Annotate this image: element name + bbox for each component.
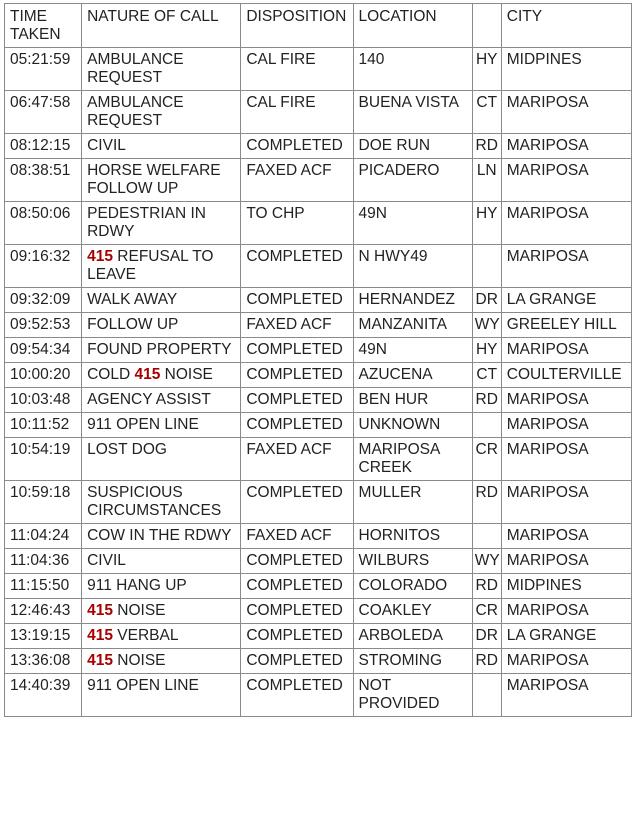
cell-street-type: CT — [472, 363, 501, 388]
table-row — [5, 574, 632, 599]
cell-street-type: HY — [472, 48, 501, 91]
nature-code-415: 415 — [87, 248, 113, 265]
nature-text: REFUSAL TO LEAVE — [87, 248, 214, 283]
nature-text: NOISE — [112, 602, 166, 619]
cell-street-type: CT — [472, 91, 501, 134]
table-row — [5, 413, 632, 438]
cell-disposition: COMPLETED — [241, 388, 353, 413]
cell-nature-of-call — [82, 599, 241, 624]
cell-nature-of-call — [82, 624, 241, 649]
cell-nature-of-call — [82, 91, 241, 134]
cell-street-type: DR — [472, 288, 501, 313]
cell-time-taken: 13:19:15 — [5, 624, 82, 649]
cell-nature-of-call — [82, 245, 241, 288]
cell-time-taken: 11:04:36 — [5, 549, 82, 574]
cell-city: MARIPOSA — [501, 245, 631, 288]
header-street-type — [472, 4, 501, 48]
cell-street-type: WY — [472, 313, 501, 338]
cell-city: MARIPOSA — [501, 202, 631, 245]
nature-text: CIVIL — [87, 137, 126, 154]
cell-location: HORNITOS — [353, 524, 472, 549]
cell-street-type: HY — [472, 202, 501, 245]
cell-disposition: COMPLETED — [241, 624, 353, 649]
cell-nature-of-call — [82, 288, 241, 313]
cell-time-taken: 09:16:32 — [5, 245, 82, 288]
nature-text: PEDESTRIAN IN RDWY — [87, 205, 206, 240]
cell-street-type: CR — [472, 599, 501, 624]
cell-disposition: COMPLETED — [241, 674, 353, 717]
cell-nature-of-call — [82, 413, 241, 438]
cell-city: MARIPOSA — [501, 599, 631, 624]
cell-time-taken: 11:04:24 — [5, 524, 82, 549]
cell-nature-of-call — [82, 338, 241, 363]
table-row — [5, 313, 632, 338]
cell-disposition: COMPLETED — [241, 363, 353, 388]
table-row — [5, 134, 632, 159]
cell-nature-of-call — [82, 134, 241, 159]
cell-street-type: DR — [472, 624, 501, 649]
cell-time-taken: 13:36:08 — [5, 649, 82, 674]
cell-disposition: COMPLETED — [241, 245, 353, 288]
table-row — [5, 91, 632, 134]
cell-location: DOE RUN — [353, 134, 472, 159]
nature-prefix: COLD — [87, 366, 135, 383]
table-row — [5, 245, 632, 288]
cell-street-type — [472, 674, 501, 717]
cell-street-type: RD — [472, 388, 501, 413]
header-disposition: DISPOSITION — [241, 4, 353, 48]
nature-text: 911 OPEN LINE — [87, 416, 199, 433]
cell-nature-of-call — [82, 524, 241, 549]
cell-disposition: COMPLETED — [241, 649, 353, 674]
cell-disposition: TO CHP — [241, 202, 353, 245]
cell-time-taken: 10:03:48 — [5, 388, 82, 413]
cell-time-taken: 06:47:58 — [5, 91, 82, 134]
cell-time-taken: 08:12:15 — [5, 134, 82, 159]
cell-city: LA GRANGE — [501, 288, 631, 313]
cell-location: UNKNOWN — [353, 413, 472, 438]
cell-time-taken: 10:54:19 — [5, 438, 82, 481]
cell-street-type: HY — [472, 338, 501, 363]
cell-street-type: LN — [472, 159, 501, 202]
cell-city: MARIPOSA — [501, 413, 631, 438]
nature-text: SUSPICIOUS CIRCUMSTANCES — [87, 484, 222, 519]
nature-code-415: 415 — [87, 652, 113, 669]
cell-location: STROMING — [353, 649, 472, 674]
table-row — [5, 524, 632, 549]
nature-code-415: 415 — [87, 627, 113, 644]
cell-nature-of-call — [82, 481, 241, 524]
cell-street-type: RD — [472, 134, 501, 159]
table-row — [5, 202, 632, 245]
nature-text: FOLLOW UP — [87, 316, 179, 333]
table-body — [5, 48, 632, 717]
table-row — [5, 674, 632, 717]
cell-disposition: COMPLETED — [241, 288, 353, 313]
cell-city: MARIPOSA — [501, 674, 631, 717]
cell-disposition: COMPLETED — [241, 574, 353, 599]
nature-text: 911 OPEN LINE — [87, 677, 199, 694]
call-log-table — [4, 3, 632, 717]
table-row — [5, 48, 632, 91]
cell-nature-of-call — [82, 549, 241, 574]
nature-code-415: 415 — [134, 366, 161, 383]
cell-street-type — [472, 245, 501, 288]
table-row — [5, 388, 632, 413]
cell-disposition: COMPLETED — [241, 481, 353, 524]
cell-location: HERNANDEZ — [353, 288, 472, 313]
cell-location: BUENA VISTA — [353, 91, 472, 134]
cell-street-type: RD — [472, 649, 501, 674]
cell-time-taken: 11:15:50 — [5, 574, 82, 599]
cell-location: COLORADO — [353, 574, 472, 599]
nature-text: AMBULANCE REQUEST — [87, 51, 184, 86]
cell-disposition: FAXED ACF — [241, 524, 353, 549]
cell-location: 49N — [353, 338, 472, 363]
cell-street-type: WY — [472, 549, 501, 574]
cell-nature-of-call — [82, 159, 241, 202]
cell-nature-of-call — [82, 48, 241, 91]
cell-nature-of-call — [82, 388, 241, 413]
cell-time-taken: 05:21:59 — [5, 48, 82, 91]
cell-disposition: COMPLETED — [241, 599, 353, 624]
cell-nature-of-call — [82, 649, 241, 674]
cell-location: PICADERO — [353, 159, 472, 202]
table-row — [5, 649, 632, 674]
header-city: CITY — [501, 4, 631, 48]
nature-text: LOST DOG — [87, 441, 167, 458]
nature-text: COW IN THE RDWY — [87, 527, 232, 544]
cell-city: MARIPOSA — [501, 134, 631, 159]
cell-city: MIDPINES — [501, 574, 631, 599]
cell-location: COAKLEY — [353, 599, 472, 624]
cell-disposition: FAXED ACF — [241, 438, 353, 481]
table-row — [5, 481, 632, 524]
cell-nature-of-call — [82, 574, 241, 599]
cell-nature-of-call — [82, 363, 241, 388]
cell-location: NOT PROVIDED — [353, 674, 472, 717]
nature-text: FOUND PROPERTY — [87, 341, 232, 358]
nature-text: NOISE — [112, 652, 166, 669]
cell-disposition: FAXED ACF — [241, 313, 353, 338]
cell-disposition: FAXED ACF — [241, 159, 353, 202]
cell-nature-of-call — [82, 202, 241, 245]
cell-nature-of-call — [82, 674, 241, 717]
cell-location: MANZANITA — [353, 313, 472, 338]
cell-time-taken: 08:50:06 — [5, 202, 82, 245]
cell-street-type: RD — [472, 574, 501, 599]
cell-time-taken: 08:38:51 — [5, 159, 82, 202]
cell-location: 140 — [353, 48, 472, 91]
cell-disposition: COMPLETED — [241, 549, 353, 574]
cell-time-taken: 12:46:43 — [5, 599, 82, 624]
cell-location: WILBURS — [353, 549, 472, 574]
cell-city: COULTERVILLE — [501, 363, 631, 388]
cell-city: MARIPOSA — [501, 338, 631, 363]
cell-city: MIDPINES — [501, 48, 631, 91]
nature-text: AGENCY ASSIST — [87, 391, 211, 408]
nature-text: VERBAL — [112, 627, 179, 644]
cell-location: 49N — [353, 202, 472, 245]
cell-city: MARIPOSA — [501, 438, 631, 481]
nature-text: WALK AWAY — [87, 291, 178, 308]
cell-nature-of-call — [82, 313, 241, 338]
header-nature-of-call: NATURE OF CALL — [82, 4, 241, 48]
cell-nature-of-call — [82, 438, 241, 481]
cell-city: MARIPOSA — [501, 549, 631, 574]
cell-city: MARIPOSA — [501, 649, 631, 674]
cell-time-taken: 09:32:09 — [5, 288, 82, 313]
cell-city: MARIPOSA — [501, 159, 631, 202]
nature-text: 911 HANG UP — [87, 577, 187, 594]
cell-location: ARBOLEDA — [353, 624, 472, 649]
cell-city: MARIPOSA — [501, 481, 631, 524]
table-row — [5, 338, 632, 363]
cell-city: GREELEY HILL — [501, 313, 631, 338]
cell-disposition: COMPLETED — [241, 338, 353, 363]
table-row — [5, 624, 632, 649]
cell-time-taken: 10:00:20 — [5, 363, 82, 388]
table-header-row — [5, 4, 632, 48]
table-row — [5, 288, 632, 313]
cell-time-taken: 09:54:34 — [5, 338, 82, 363]
cell-time-taken: 14:40:39 — [5, 674, 82, 717]
cell-time-taken: 10:11:52 — [5, 413, 82, 438]
cell-disposition: CAL FIRE — [241, 48, 353, 91]
nature-text: HORSE WELFARE FOLLOW UP — [87, 162, 221, 197]
header-location: LOCATION — [353, 4, 472, 48]
cell-location: MULLER — [353, 481, 472, 524]
cell-disposition: COMPLETED — [241, 134, 353, 159]
nature-text: NOISE — [160, 366, 213, 383]
cell-street-type: CR — [472, 438, 501, 481]
cell-location: BEN HUR — [353, 388, 472, 413]
nature-code-415: 415 — [87, 602, 113, 619]
cell-location: MARIPOSA CREEK — [353, 438, 472, 481]
cell-disposition: COMPLETED — [241, 413, 353, 438]
table-row — [5, 599, 632, 624]
cell-city: MARIPOSA — [501, 524, 631, 549]
table-row — [5, 438, 632, 481]
cell-city: MARIPOSA — [501, 388, 631, 413]
table-row — [5, 363, 632, 388]
cell-street-type: RD — [472, 481, 501, 524]
nature-text: AMBULANCE REQUEST — [87, 94, 184, 129]
cell-time-taken: 10:59:18 — [5, 481, 82, 524]
cell-street-type — [472, 413, 501, 438]
cell-disposition: CAL FIRE — [241, 91, 353, 134]
cell-location: AZUCENA — [353, 363, 472, 388]
cell-location: N HWY49 — [353, 245, 472, 288]
cell-city: MARIPOSA — [501, 91, 631, 134]
table-row — [5, 549, 632, 574]
cell-time-taken: 09:52:53 — [5, 313, 82, 338]
cell-street-type — [472, 524, 501, 549]
nature-text: CIVIL — [87, 552, 126, 569]
cell-city: LA GRANGE — [501, 624, 631, 649]
table-row — [5, 159, 632, 202]
header-time-taken: TIME TAKEN — [5, 4, 82, 48]
